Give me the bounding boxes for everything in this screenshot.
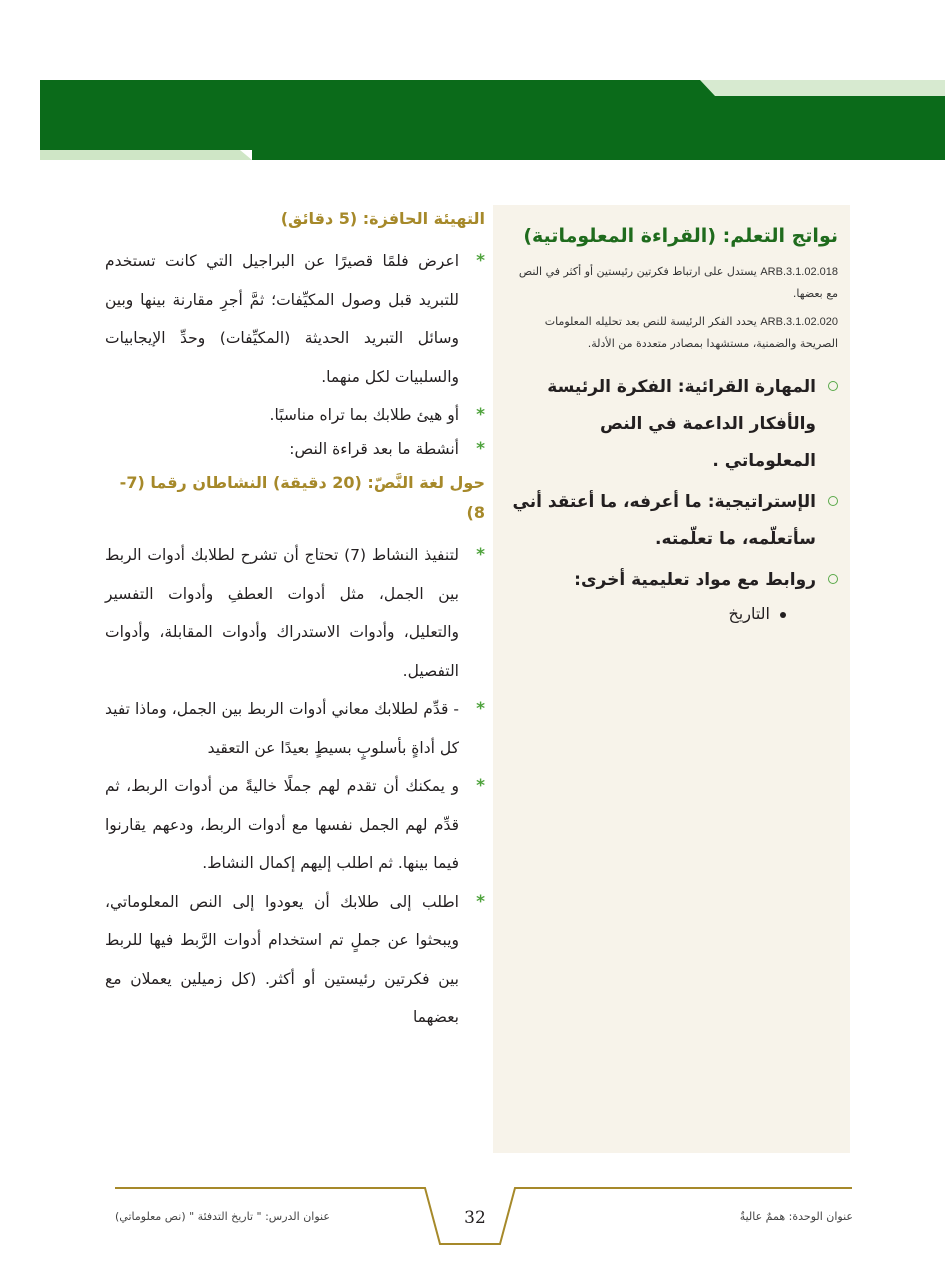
- standard-2: [509, 311, 838, 355]
- asterisk-bullet-icon: *: [476, 699, 485, 719]
- asterisk-bullet-icon: *: [476, 891, 485, 912]
- footer: [0, 1180, 945, 1260]
- asterisk-bullet-icon: *: [476, 545, 485, 565]
- lesson-title: عنوان الدرس: " تاريخ التدفئة " (نص معلوماتي): [115, 1210, 330, 1223]
- skills-list: [509, 369, 838, 629]
- section-item-3: * و يمكنك أن تقدم لهم جملًا خاليةً من أدوات الربط، ثم قدِّم لهم الجمل نفسها مع أدوات الربط، ودعهم يقارنوا فيما بينها. ثم اطلب إليهم إكمال النشاط.: [105, 767, 485, 883]
- unit-title: عنوان الوحدة: هممٌ عاليةٌ: [739, 1210, 853, 1223]
- header-graphic: [0, 0, 945, 165]
- ring-bullet-icon: [828, 496, 838, 506]
- ring-bullet-icon: [828, 381, 838, 391]
- page-number: 32: [464, 1208, 486, 1228]
- standard-1-code: ARB.3.1.02.018: [760, 266, 838, 278]
- standard-2-code: ARB.3.1.02.020: [760, 316, 838, 328]
- skill-strategy: الإستراتيجية: ما أعرفه، ما أعتقد أني سأتعلّمه، ما تعلّمته.: [509, 484, 838, 558]
- ring-bullet-icon: [828, 574, 838, 584]
- links-list: [509, 599, 816, 629]
- section-list: [105, 536, 485, 1037]
- section-heading: حول لغة النَّصّ: (20 دقيقة) النشاطان رقما (7-8): [119, 473, 485, 522]
- asterisk-bullet-icon: *: [476, 439, 485, 459]
- asterisk-bullet-icon: *: [476, 405, 485, 425]
- standard-1-text: يستدل على ارتباط فكرتين رئيستين أو أكثر في النص مع بعضها.: [518, 265, 838, 300]
- header-band: [0, 0, 945, 165]
- skill-links: روابط مع مواد تعليمية أخرى: التاريخ: [509, 562, 838, 629]
- standard-1: [509, 261, 838, 305]
- warmup-item-1: * اعرض فلمًا قصيرًا عن البراجيل التي كانت تستخدم للتبريد قبل وصول المكيِّفات؛ ثمَّ أجرِ مقارنة بينها وبين وسائل التبريد الحديثة (المكيِّفات) وحدِّ الإيجابيات والسلبيات لكل منهما.: [105, 242, 485, 396]
- header-bottom-tab: [40, 150, 252, 160]
- section-item-1: * لتنفيذ النشاط (7) تحتاج أن تشرح لطلابك أدوات الربط بين الجمل، مثل أدوات العطفِ وأدوات التفسير والتعليل، وأدوات الاستدراك وأدوات المقابلة، وأدوات التفصيل.: [105, 536, 485, 690]
- panel-title: نواتج التعلم: (القراءة المعلوماتية): [523, 225, 838, 247]
- learning-outcomes-panel: [493, 205, 850, 1153]
- warmup-list: [105, 242, 485, 464]
- asterisk-bullet-icon: *: [476, 251, 485, 271]
- skill-reading: المهارة القرائية: الفكرة الرئيسة والأفكار الداعمة في النص المعلوماتي .: [509, 369, 838, 480]
- main-text-column: [105, 200, 485, 1037]
- section-item-2: * - قدِّم لطلابك معاني أدوات الربط بين الجمل، وماذا تفيد كل أداةٍ بأسلوبٍ بسيطٍ بعيدًا عن التعقيد: [105, 690, 485, 767]
- warmup-item-2: * أو هيئ طلابك بما تراه مناسبًا.: [105, 400, 485, 430]
- warmup-item-3: * أنشطة ما بعد قراءة النص:: [105, 434, 485, 464]
- standard-2-text: يحدد الفكر الرئيسة للنص بعد تحليله المعلومات الصريحة والضمنية، مستشهدا بمصادر متعددة من الأدلة.: [544, 315, 838, 350]
- link-item-history: التاريخ: [509, 599, 786, 629]
- section-item-4: * اطلب إلى طلابك أن يعودوا إلى النص المعلوماتي، ويبحثوا عن جملٍ تم استخدام أدوات الرَّبط فيها للربط بين فكرتين رئيستين أو أكثر. (كل زميلين يعملان مع بعضهما: [105, 883, 485, 1037]
- warmup-heading: التهيئة الحافزة: (5 دقائق): [280, 209, 485, 228]
- asterisk-bullet-icon: *: [476, 776, 485, 796]
- dot-bullet-icon: [780, 612, 786, 618]
- header-main-bar: [40, 96, 945, 150]
